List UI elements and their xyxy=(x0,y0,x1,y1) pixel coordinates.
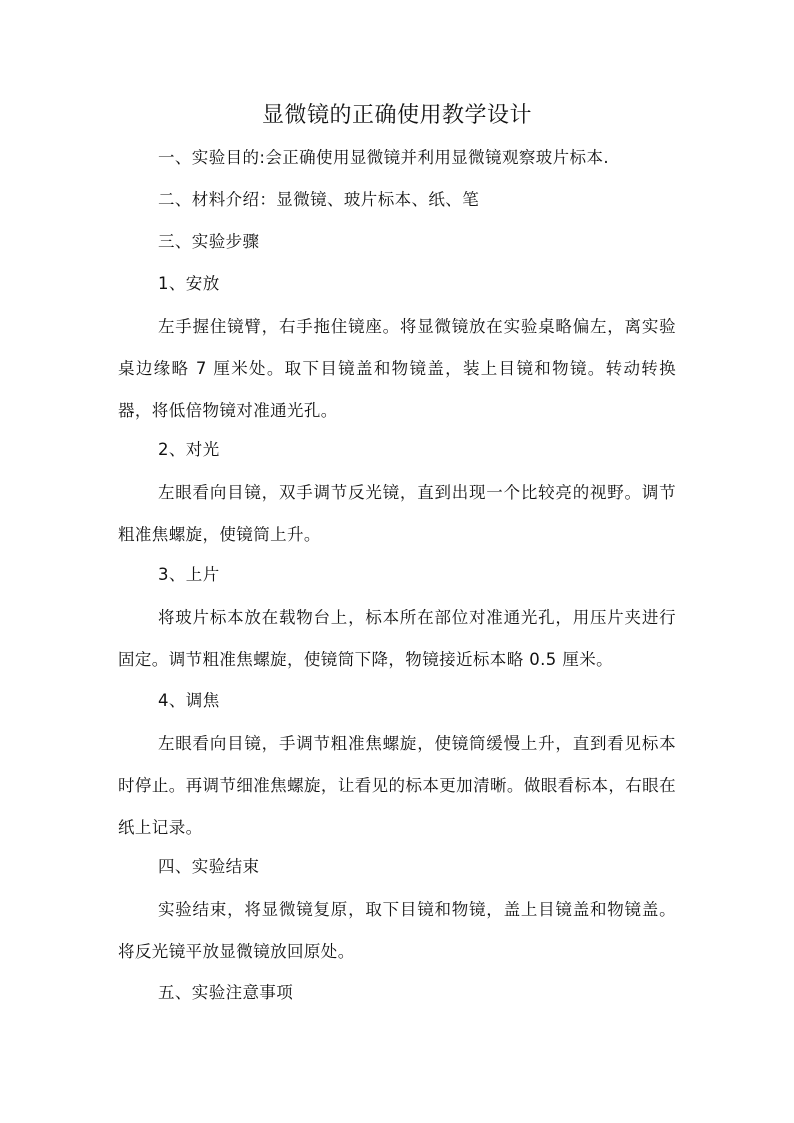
section-materials: 二、材料介绍：显微镜、玻片标本、纸、笔 xyxy=(158,190,480,209)
section-purpose: 一、实验目的:会正确使用显微镜并利用显微镜观察玻片标本. xyxy=(158,148,610,167)
section-steps: 三、实验步骤 xyxy=(158,232,260,251)
step-text-placement: 左手握住镜臂，右手拖住镜座。将显微镜放在实验桌略偏左，离实验桌边缘略 7 厘米处。取下目镜盖和物镜盖，装上目镜和物镜。转动转换器，将低倍物镜对准通光孔。 xyxy=(118,317,676,420)
step-heading-slide: 3、上片 xyxy=(158,565,220,584)
document-title: 显微镜的正确使用教学设计 xyxy=(261,103,532,128)
step-text-slide: 将玻片标本放在载物台上，标本所在部位对准通光孔，用压片夹进行固定。调节粗准焦螺旋，使镜筒下降，物镜接近标本略 0.5 厘米。 xyxy=(118,608,676,669)
step-text-light: 左眼看向目镜，双手调节反光镜，直到出现一个比较亮的视野。调节粗准焦螺旋，使镜筒上升。 xyxy=(118,483,676,544)
section-end-text: 实验结束，将显微镜复原，取下目镜和物镜，盖上目镜盖和物镜盖。将反光镜平放显微镜放回原处。 xyxy=(118,900,676,961)
step-text-focus: 左眼看向目镜，手调节粗准焦螺旋，使镜筒缓慢上升，直到看见标本时停止。再调节细准焦螺旋，让看见的标本更加清晰。做眼看标本，右眼在纸上记录。 xyxy=(118,734,676,837)
step-heading-placement: 1、安放 xyxy=(158,274,220,293)
section-notes: 五、实验注意事项 xyxy=(158,983,294,1002)
step-heading-focus: 4、调焦 xyxy=(158,691,220,710)
section-end: 四、实验结束 xyxy=(158,857,260,876)
step-heading-light: 2、对光 xyxy=(158,440,220,459)
